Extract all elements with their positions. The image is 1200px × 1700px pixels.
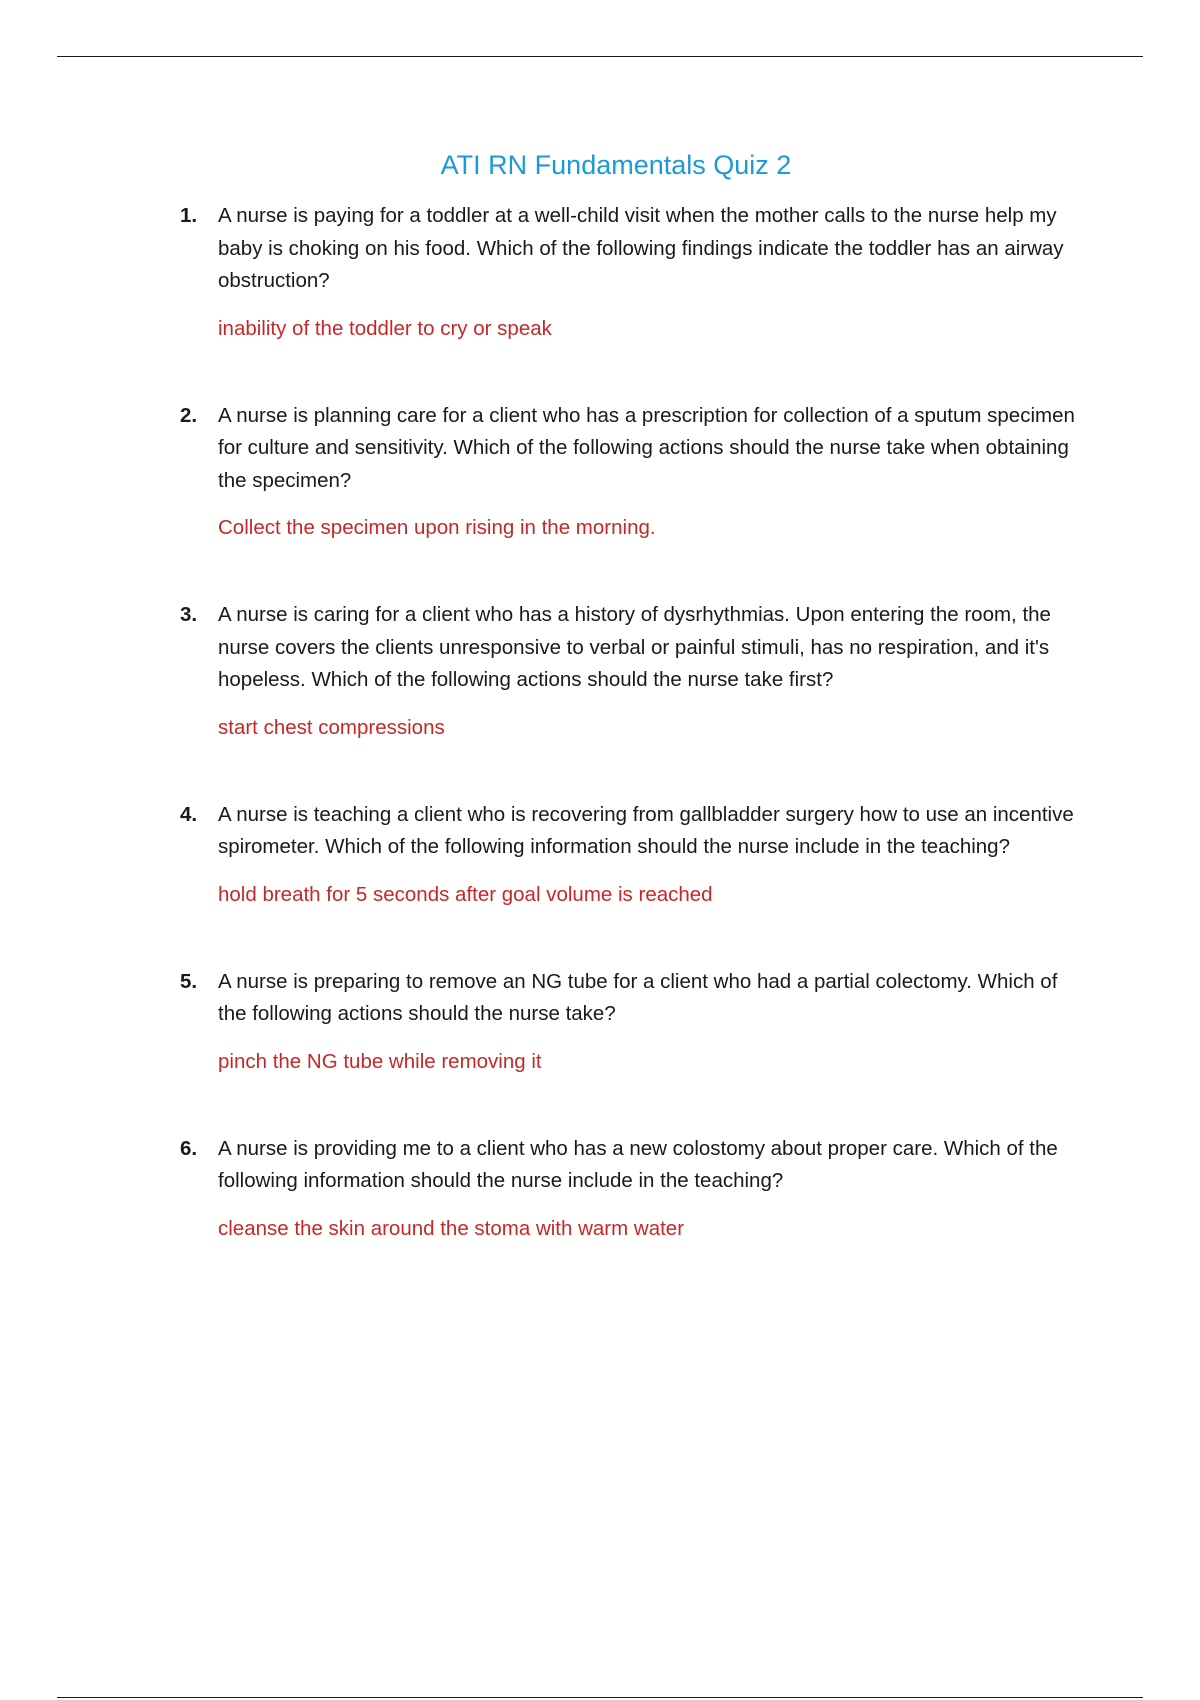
question-list [180, 200, 1090, 1300]
page-title: ATI RN Fundamentals Quiz 2 [440, 150, 792, 180]
answer-text: hold breath for 5 seconds after goal volume is reached [218, 882, 713, 906]
question-text: A nurse is caring for a client who has a history of dysrhythmias. Upon entering the room, the nurse covers the clients unresponsive to verbal or painful stimuli, has no respiration, and it's hopeless. Which of the following actions should the nurse take first? [218, 603, 1051, 691]
footer-rule [57, 1697, 1143, 1698]
answer-text: inability of the toddler to cry or speak [218, 316, 552, 340]
question-text: A nurse is planning care for a client who has a prescription for collection of a sputum specimen for culture and sensitivity. Which of the following actions should the nurse take when obtaining the specimen? [218, 403, 1075, 492]
question-number: 1. [180, 204, 198, 227]
answer-text: Collect the specimen upon rising in the morning. [218, 516, 656, 539]
question-number: 4. [180, 802, 198, 826]
question-item-2 [180, 400, 1090, 545]
question-number: 5. [180, 969, 198, 993]
question-item-4 [180, 799, 1090, 911]
question-item-5 [180, 966, 1090, 1078]
question-number: 6. [180, 1136, 198, 1160]
answer-text: pinch the NG tube while removing it [218, 1049, 542, 1073]
question-number: 3. [180, 603, 198, 626]
question-number: 2. [180, 403, 198, 427]
answer-text: start chest compressions [218, 715, 445, 739]
answer-text: cleanse the skin around the stoma with warm water [218, 1216, 685, 1240]
header-rule [57, 56, 1143, 57]
question-text: A nurse is providing me to a client who has a new colostomy about proper care. Which of the following information should the nurse include in the teaching? [218, 1136, 1058, 1192]
question-item-3 [180, 599, 1090, 744]
question-item-6 [180, 1133, 1090, 1245]
question-item-1 [180, 200, 1090, 345]
question-text: A nurse is preparing to remove an NG tube for a client who had a partial colectomy. Which of the following actions should the nurse take? [218, 969, 1058, 1025]
question-text: A nurse is teaching a client who is recovering from gallbladder surgery how to use an incentive spirometer. Which of the following information should the nurse include in the teaching? [218, 802, 1074, 858]
question-text: A nurse is paying for a toddler at a well-child visit when the mother calls to the nurse help my baby is choking on his food. Which of the following findings indicate the toddler has an airway obstruction? [218, 204, 1064, 292]
